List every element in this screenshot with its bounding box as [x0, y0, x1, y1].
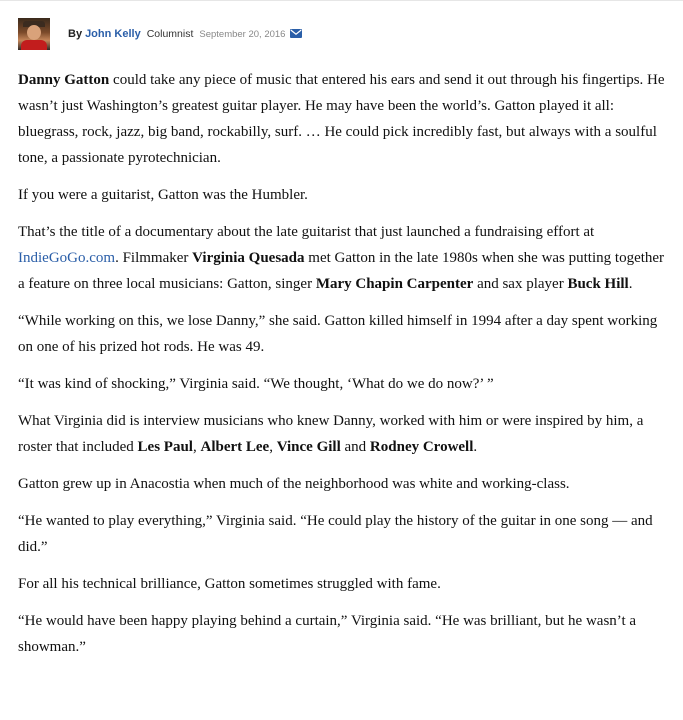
- article-paragraph: [18, 219, 668, 297]
- author-role: Columnist: [146, 28, 194, 40]
- paragraph-text: That’s the title of a documentary about the late guitarist that just launched a fundraising effort at: [18, 224, 595, 240]
- paragraph-text: ,: [192, 439, 201, 455]
- author-link[interactable]: John Kelly: [85, 28, 141, 40]
- article-paragraph: [18, 608, 668, 660]
- bold-name: Albert Lee: [200, 439, 270, 455]
- article-paragraph: [18, 571, 668, 597]
- indiegogo-link[interactable]: IndieGoGo.com: [18, 250, 116, 266]
- article-paragraph: [18, 371, 668, 397]
- bold-name: Virginia Quesada: [192, 250, 305, 266]
- paragraph-text: . Filmmaker: [115, 250, 193, 266]
- article-paragraph: [18, 182, 668, 208]
- author-avatar[interactable]: [18, 18, 50, 50]
- avatar-face: [27, 25, 41, 40]
- article-paragraph: [18, 471, 668, 497]
- paragraph-text: could take any piece of music that entered his ears and send it out through his fingertips. He wasn’t just Washington’s greatest guitar player. He may have been the world’s. Gatton played it all: bluegrass, rock, jazz, big band, rockabilly, surf. … He could pick incredibly fast, but always with a soulful tone, a passionate pyrotechnician.: [18, 72, 665, 166]
- paragraph-text: “He wanted to play everything,” Virginia said. “He could play the history of the guitar in one song — and did.”: [18, 513, 653, 555]
- bold-name: Buck Hill: [567, 276, 629, 292]
- paragraph-text: and sax player: [473, 276, 568, 292]
- article-body: [18, 67, 668, 671]
- paragraph-text: “While working on this, we lose Danny,” she said. Gatton killed himself in 1994 after a day spent working on one of his prized hot rods. He was 49.: [18, 313, 658, 355]
- top-divider: [0, 0, 683, 1]
- paragraph-text: .: [473, 439, 478, 455]
- article-paragraph: [18, 67, 668, 171]
- paragraph-text: and: [340, 439, 370, 455]
- avatar-shirt: [21, 40, 47, 50]
- paragraph-text: Gatton grew up in Anacostia when much of the neighborhood was white and working-class.: [18, 476, 570, 492]
- paragraph-text: met Gatton in the late 1980s when she was putting together a feature on three local musicians: Gatton, singer: [18, 250, 665, 292]
- paragraph-text: If you were a guitarist, Gatton was the Humbler.: [18, 187, 308, 203]
- bold-name: Les Paul: [137, 439, 193, 455]
- email-icon[interactable]: [290, 25, 302, 43]
- bold-name: Mary Chapin Carpenter: [315, 276, 474, 292]
- bold-name: Vince Gill: [276, 439, 341, 455]
- paragraph-text: ,: [269, 439, 277, 455]
- article-paragraph: [18, 408, 668, 460]
- paragraph-text: What Virginia did is interview musicians who knew Danny, worked with him or were inspired by him, a roster that included: [18, 413, 644, 455]
- byline: [18, 17, 302, 51]
- paragraph-text: “He would have been happy playing behind a curtain,” Virginia said. “He was brilliant, but he wasn’t a showman.”: [18, 613, 637, 655]
- paragraph-text: For all his technical brilliance, Gatton sometimes struggled with fame.: [18, 576, 441, 592]
- article-paragraph: [18, 308, 668, 360]
- paragraph-text: “It was kind of shocking,” Virginia said. “We thought, ‘What do we do now?’ ”: [18, 376, 494, 392]
- article-paragraph: [18, 508, 668, 560]
- publish-date: September 20, 2016: [199, 28, 286, 40]
- paragraph-text: .: [628, 276, 633, 292]
- bold-name: Rodney Crowell: [369, 439, 474, 455]
- byline-by-label: By: [68, 28, 83, 40]
- bold-name: Danny Gatton: [18, 72, 110, 88]
